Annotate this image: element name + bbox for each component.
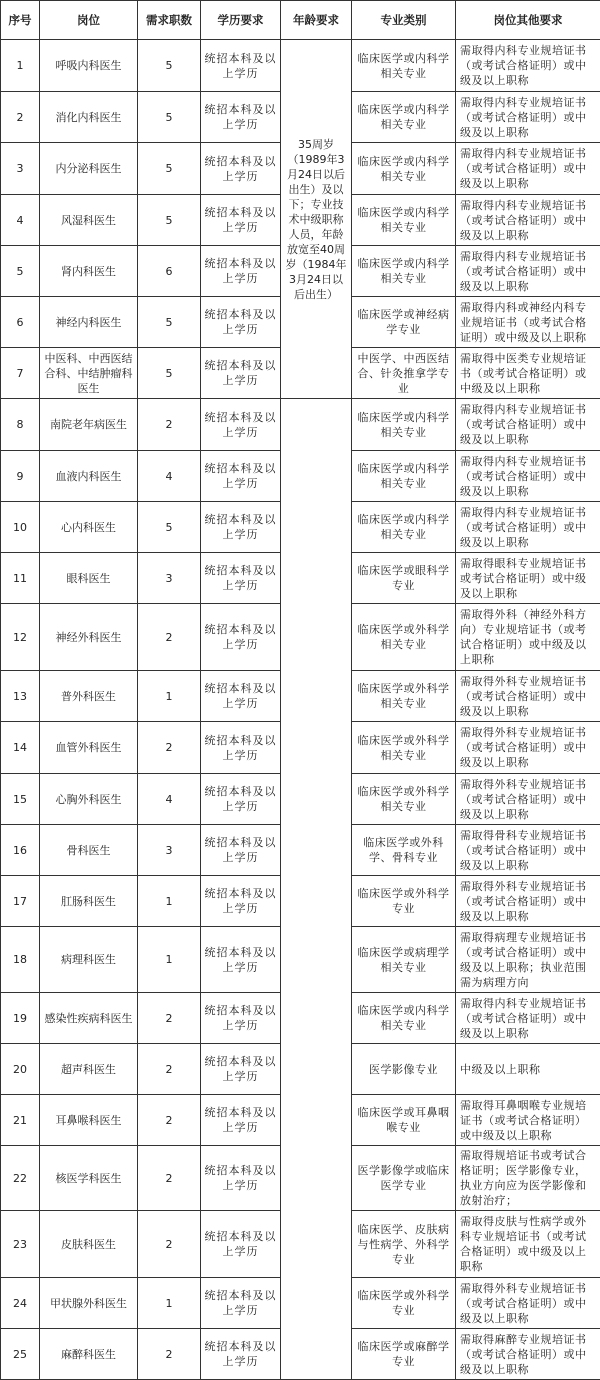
row-number: 7	[1, 348, 40, 399]
row-number: 15	[1, 774, 40, 825]
major-requirement: 中医学、中西医结合、针灸推拿学专业	[352, 348, 456, 399]
education-requirement: 统招本科及以上学历	[201, 604, 281, 671]
post-name: 核医学科医生	[40, 1146, 138, 1211]
row-number: 1	[1, 40, 40, 92]
education-requirement: 统招本科及以上学历	[201, 825, 281, 876]
post-name: 消化内科医生	[40, 92, 138, 143]
post-count: 2	[138, 1146, 201, 1211]
education-requirement: 统招本科及以上学历	[201, 399, 281, 451]
row-number: 16	[1, 825, 40, 876]
post-name: 神经外科医生	[40, 604, 138, 671]
row-number: 3	[1, 143, 40, 195]
post-count: 2	[138, 722, 201, 774]
table-header-row	[1, 1, 600, 40]
education-requirement: 统招本科及以上学历	[201, 1329, 281, 1380]
other-requirement: 需取得外科专业规培证书（或考试合格证明）或中级及以上职称	[456, 722, 600, 774]
major-requirement: 医学影像学或临床医学专业	[352, 1146, 456, 1211]
post-count: 4	[138, 451, 201, 502]
row-number: 25	[1, 1329, 40, 1380]
major-requirement: 医学影像专业	[352, 1044, 456, 1095]
post-name: 呼吸内科医生	[40, 40, 138, 92]
other-requirement: 需取得内科专业规培证书（或考试合格证明）或中级及以上职称	[456, 993, 600, 1044]
major-requirement: 临床医学或内科学相关专业	[352, 451, 456, 502]
header-other: 岗位其他要求	[456, 1, 600, 40]
major-requirement: 临床医学或内科学相关专业	[352, 246, 456, 297]
row-number: 6	[1, 297, 40, 348]
post-count: 5	[138, 143, 201, 195]
row-number: 2	[1, 92, 40, 143]
other-requirement: 需取得规培证书或考试合格证明；医学影像专业，执业方向应为医学影像和放射治疗；	[456, 1146, 600, 1211]
major-requirement: 临床医学或外科学相关专业	[352, 722, 456, 774]
row-number: 20	[1, 1044, 40, 1095]
education-requirement: 统招本科及以上学历	[201, 722, 281, 774]
post-count: 2	[138, 604, 201, 671]
row-number: 17	[1, 876, 40, 927]
major-requirement: 临床医学或内科学相关专业	[352, 92, 456, 143]
education-requirement: 统招本科及以上学历	[201, 40, 281, 92]
post-name: 南院老年病医生	[40, 399, 138, 451]
row-number: 9	[1, 451, 40, 502]
post-count: 3	[138, 825, 201, 876]
other-requirement: 需取得麻醉专业规培证书（或考试合格证明）或中级及以上职称	[456, 1329, 600, 1380]
education-requirement: 统招本科及以上学历	[201, 502, 281, 553]
row-number: 24	[1, 1278, 40, 1329]
table-row	[1, 399, 600, 451]
education-requirement: 统招本科及以上学历	[201, 774, 281, 825]
other-requirement: 需取得内科专业规培证书（或考试合格证明）或中级及以上职称	[456, 40, 600, 92]
major-requirement: 临床医学、皮肤病与性病学、外科学专业	[352, 1211, 456, 1278]
major-requirement: 临床医学或病理学相关专业	[352, 927, 456, 993]
row-number: 12	[1, 604, 40, 671]
education-requirement: 统招本科及以上学历	[201, 876, 281, 927]
other-requirement: 需取得外科专业规培证书（或考试合格证明）或中级及以上职称	[456, 774, 600, 825]
post-name: 皮肤科医生	[40, 1211, 138, 1278]
post-count: 2	[138, 1329, 201, 1380]
major-requirement: 临床医学或外科学专业	[352, 876, 456, 927]
major-requirement: 临床医学或眼科学专业	[352, 553, 456, 604]
post-count: 5	[138, 40, 201, 92]
education-requirement: 统招本科及以上学历	[201, 451, 281, 502]
education-requirement: 统招本科及以上学历	[201, 1146, 281, 1211]
major-requirement: 临床医学或内科学相关专业	[352, 143, 456, 195]
education-requirement: 统招本科及以上学历	[201, 246, 281, 297]
education-requirement: 统招本科及以上学历	[201, 1278, 281, 1329]
other-requirement: 需取得内科专业规培证书（或考试合格证明）或中级及以上职称	[456, 143, 600, 195]
table-row	[1, 40, 600, 92]
other-requirement: 需取得内科或神经内科专业规培证书（或考试合格证明）或中级及以上职称	[456, 297, 600, 348]
header-age: 年龄要求	[281, 1, 352, 40]
post-count: 2	[138, 399, 201, 451]
post-name: 心胸外科医生	[40, 774, 138, 825]
post-name: 肛肠科医生	[40, 876, 138, 927]
education-requirement: 统招本科及以上学历	[201, 927, 281, 993]
row-number: 8	[1, 399, 40, 451]
row-number: 13	[1, 671, 40, 722]
education-requirement: 统招本科及以上学历	[201, 1095, 281, 1146]
row-number: 21	[1, 1095, 40, 1146]
post-count: 2	[138, 993, 201, 1044]
post-name: 心内科医生	[40, 502, 138, 553]
age-requirement: 35周岁（1989年3月24日以后出生）及以下；专业技术中级职称人员，年龄放宽至40周岁（1984年3月24日以后出生）	[281, 40, 352, 399]
post-count: 1	[138, 927, 201, 993]
other-requirement: 需取得中医类专业规培证书（或考试合格证明）或中级及以上职称	[456, 348, 600, 399]
post-name: 麻醉科医生	[40, 1329, 138, 1380]
other-requirement: 需取得耳鼻咽喉专业规培证书（或考试合格证明）或中级及以上职称	[456, 1095, 600, 1146]
education-requirement: 统招本科及以上学历	[201, 348, 281, 399]
post-count: 3	[138, 553, 201, 604]
other-requirement: 需取得外科专业规培证书（或考试合格证明）或中级及以上职称	[456, 1278, 600, 1329]
post-count: 1	[138, 1278, 201, 1329]
post-count: 1	[138, 671, 201, 722]
post-name: 耳鼻喉科医生	[40, 1095, 138, 1146]
other-requirement: 需取得外科专业规培证书（或考试合格证明）或中级及以上职称	[456, 876, 600, 927]
row-number: 11	[1, 553, 40, 604]
post-count: 4	[138, 774, 201, 825]
other-requirement: 需取得内科专业规培证书（或考试合格证明）或中级及以上职称	[456, 399, 600, 451]
education-requirement: 统招本科及以上学历	[201, 195, 281, 246]
row-number: 14	[1, 722, 40, 774]
major-requirement: 临床医学或内科学相关专业	[352, 399, 456, 451]
education-requirement: 统招本科及以上学历	[201, 553, 281, 604]
post-name: 骨科医生	[40, 825, 138, 876]
major-requirement: 临床医学或麻醉学专业	[352, 1329, 456, 1380]
post-count: 5	[138, 297, 201, 348]
post-name: 中医科、中西医结合科、中结肿瘤科医生	[40, 348, 138, 399]
post-name: 风湿科医生	[40, 195, 138, 246]
other-requirement: 需取得内科专业规培证书（或考试合格证明）或中级及以上职称	[456, 195, 600, 246]
post-count: 2	[138, 1095, 201, 1146]
post-name: 病理科医生	[40, 927, 138, 993]
education-requirement: 统招本科及以上学历	[201, 297, 281, 348]
major-requirement: 临床医学或内科学相关专业	[352, 993, 456, 1044]
post-count: 6	[138, 246, 201, 297]
row-number: 4	[1, 195, 40, 246]
other-requirement: 需取得外科专业规培证书（或考试合格证明）或中级及以上职称	[456, 671, 600, 722]
major-requirement: 临床医学或神经病学专业	[352, 297, 456, 348]
post-name: 血液内科医生	[40, 451, 138, 502]
education-requirement: 统招本科及以上学历	[201, 993, 281, 1044]
header-education: 学历要求	[201, 1, 281, 40]
post-name: 眼科医生	[40, 553, 138, 604]
other-requirement: 需取得内科专业规培证书（或考试合格证明）或中级及以上职称	[456, 502, 600, 553]
education-requirement: 统招本科及以上学历	[201, 671, 281, 722]
post-name: 感染性疾病科医生	[40, 993, 138, 1044]
post-count: 5	[138, 195, 201, 246]
other-requirement: 需取得皮肤与性病学或外科专业规培证书（或考试合格证明）或中级及以上职称	[456, 1211, 600, 1278]
post-name: 神经内科医生	[40, 297, 138, 348]
major-requirement: 临床医学或外科学相关专业	[352, 604, 456, 671]
row-number: 5	[1, 246, 40, 297]
post-name: 肾内科医生	[40, 246, 138, 297]
row-number: 23	[1, 1211, 40, 1278]
other-requirement: 需取得外科（神经外科方向）专业规培证书（或考试合格证明）或中级及以上职称	[456, 604, 600, 671]
major-requirement: 临床医学或外科学相关专业	[352, 671, 456, 722]
other-requirement: 需取得病理专业规培证书（或考试合格证明）或中级及以上职称；执业范围需为病理方向	[456, 927, 600, 993]
post-name: 超声科医生	[40, 1044, 138, 1095]
major-requirement: 临床医学或耳鼻咽喉专业	[352, 1095, 456, 1146]
major-requirement: 临床医学或外科学、骨科专业	[352, 825, 456, 876]
post-count: 5	[138, 502, 201, 553]
other-requirement: 中级及以上职称	[456, 1044, 600, 1095]
header-no: 序号	[1, 1, 40, 40]
post-count: 2	[138, 1211, 201, 1278]
post-count: 5	[138, 92, 201, 143]
post-count: 1	[138, 876, 201, 927]
education-requirement: 统招本科及以上学历	[201, 1211, 281, 1278]
other-requirement: 需取得内科专业规培证书（或考试合格证明）或中级及以上职称	[456, 246, 600, 297]
header-major: 专业类别	[352, 1, 456, 40]
post-name: 血管外科医生	[40, 722, 138, 774]
header-post: 岗位	[40, 1, 138, 40]
education-requirement: 统招本科及以上学历	[201, 92, 281, 143]
table-body	[1, 40, 600, 1380]
education-requirement: 统招本科及以上学历	[201, 143, 281, 195]
other-requirement: 需取得骨科专业规培证书（或考试合格证明）或中级及以上职称	[456, 825, 600, 876]
header-count: 需求职数	[138, 1, 201, 40]
education-requirement: 统招本科及以上学历	[201, 1044, 281, 1095]
major-requirement: 临床医学或内科学相关专业	[352, 195, 456, 246]
post-count: 5	[138, 348, 201, 399]
other-requirement: 需取得内科专业规培证书（或考试合格证明）或中级及以上职称	[456, 451, 600, 502]
major-requirement: 临床医学或外科学专业	[352, 1278, 456, 1329]
row-number: 18	[1, 927, 40, 993]
other-requirement: 需取得内科专业规培证书（或考试合格证明）或中级及以上职称	[456, 92, 600, 143]
post-count: 2	[138, 1044, 201, 1095]
major-requirement: 临床医学或内科学相关专业	[352, 40, 456, 92]
major-requirement: 临床医学或内科学相关专业	[352, 502, 456, 553]
age-requirement-empty	[281, 399, 352, 1380]
post-name: 甲状腺外科医生	[40, 1278, 138, 1329]
other-requirement: 需取得眼科专业规培证书或考试合格证明）或中级及以上职称	[456, 553, 600, 604]
row-number: 10	[1, 502, 40, 553]
post-name: 普外科医生	[40, 671, 138, 722]
row-number: 22	[1, 1146, 40, 1211]
major-requirement: 临床医学或外科学相关专业	[352, 774, 456, 825]
row-number: 19	[1, 993, 40, 1044]
post-name: 内分泌科医生	[40, 143, 138, 195]
